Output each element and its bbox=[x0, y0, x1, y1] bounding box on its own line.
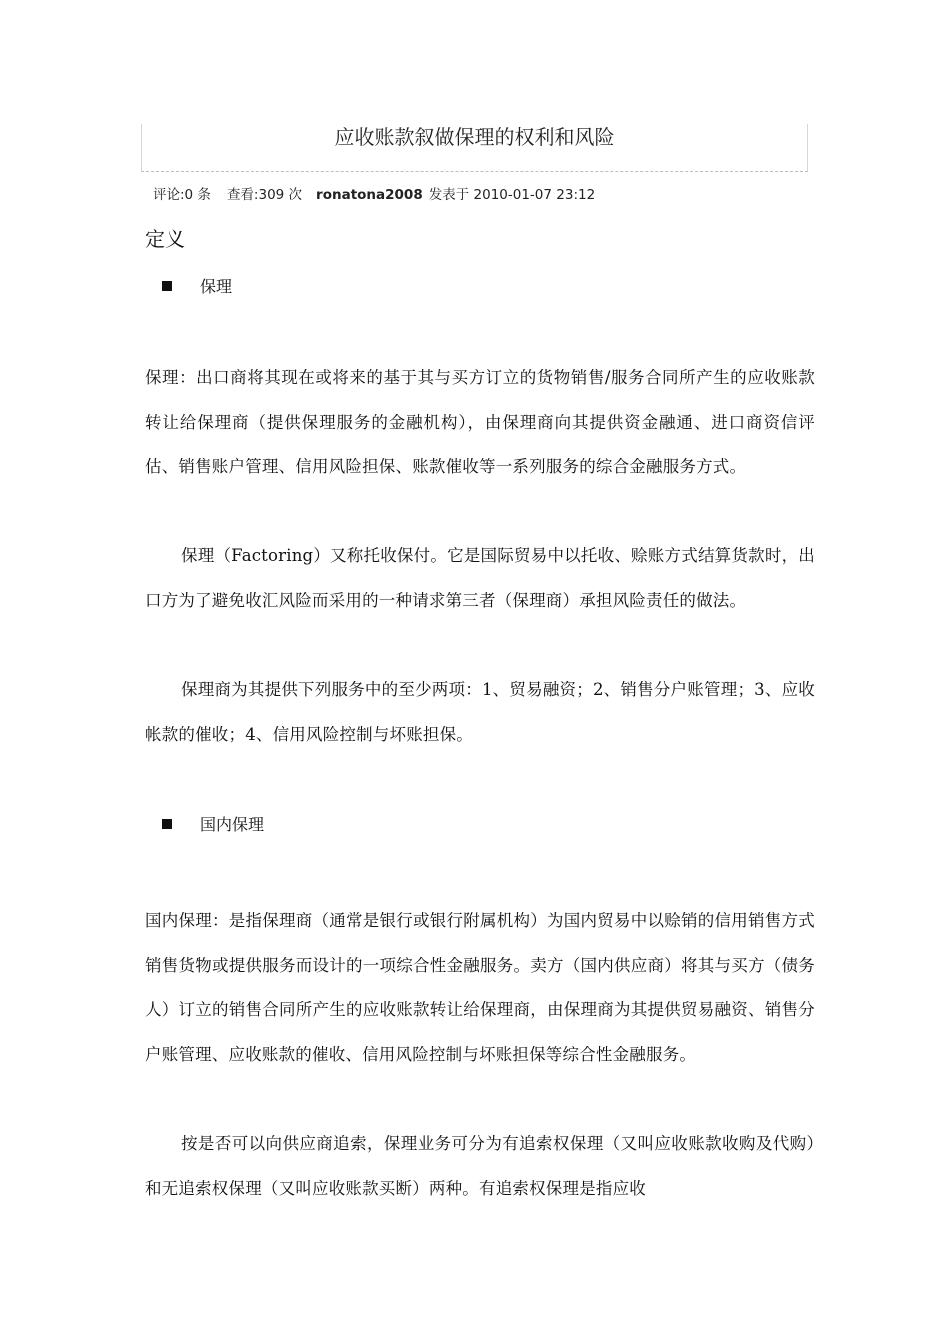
author-name[interactable]: ronatona2008 bbox=[316, 187, 423, 203]
title-box bbox=[141, 124, 808, 172]
page-title: 应收账款叙做保理的权利和风险 bbox=[334, 125, 615, 149]
paragraph-4: 国内保理：是指保理商（通常是银行或银行附属机构）为国内贸易中以赊销的信用销售方式销售货物或提供服务而设计的一项综合性金融服务。卖方（国内供应商）将其与买方（债务人）订立的销售合同所产生的应收账款转让给保理商，由保理商为其提供贸易融资、销售分户账管理、应收账款的催收、信用风险控制与坏账担保等综合性金融服务。 bbox=[145, 911, 815, 1064]
comment-count: 评论:0 条 bbox=[153, 187, 211, 203]
bullet-item-domestic-factoring bbox=[162, 813, 264, 837]
bullet-label: 保理 bbox=[200, 277, 233, 296]
bullet-item-factoring bbox=[162, 275, 232, 299]
square-bullet-icon bbox=[162, 819, 172, 829]
paragraph-5: 按是否可以向供应商追索，保理业务可分为有追索权保理（又叫应收账款收购及代购）和无追索权保理（又叫应收账款买断）两种。有追索权保理是指应收 bbox=[145, 1134, 815, 1198]
paragraph-2: 保理（Factoring）又称托收保付。它是国际贸易中以托收、赊账方式结算货款时，出口方为了避免收汇风险而采用的一种请求第三者（保理商）承担风险责任的做法。 bbox=[145, 546, 815, 610]
square-bullet-icon bbox=[162, 281, 172, 291]
paragraph-3: 保理商为其提供下列服务中的至少两项：1、贸易融资；2、销售分户账管理；3、应收帐款的催收；4、信用风险控制与坏账担保。 bbox=[145, 680, 815, 744]
view-count: 查看:309 次 bbox=[226, 187, 303, 203]
post-meta bbox=[153, 186, 595, 204]
bullet-label: 国内保理 bbox=[200, 815, 265, 834]
paragraph-1: 保理：出口商将其现在或将来的基于其与买方订立的货物销售/服务合同所产生的应收账款转让给保理商（提供保理服务的金融机构），由保理商向其提供资金融通、进口商资信评估、销售账户管理、信用风险担保、账款催收等一系列服务的综合金融服务方式。 bbox=[145, 368, 815, 476]
posted-label: 发表于 bbox=[428, 187, 470, 203]
posted-time: 2010-01-07 23:12 bbox=[473, 187, 596, 203]
section-heading: 定义 bbox=[145, 227, 185, 251]
